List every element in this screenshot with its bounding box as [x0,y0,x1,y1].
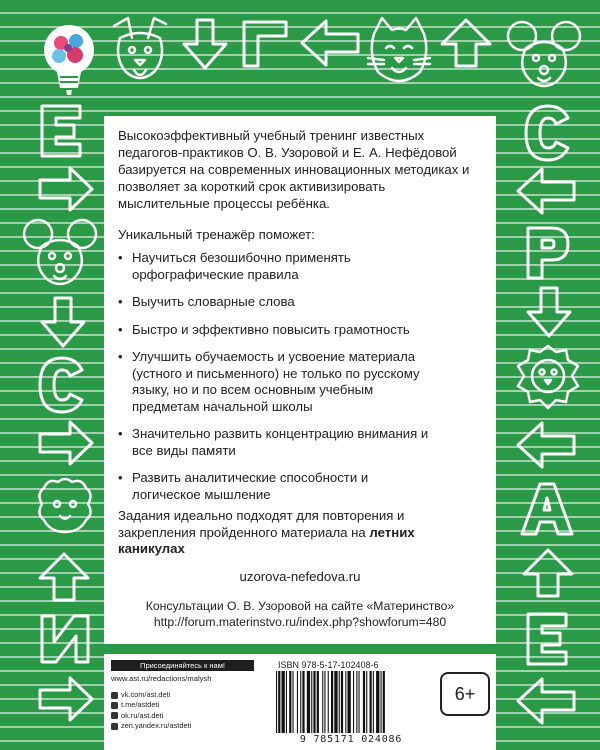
barcode-bar [293,671,294,733]
lion-face-icon [514,342,582,414]
barcode-bar [286,671,287,733]
arrow-right-icon [38,676,94,722]
arrow-up-icon [38,552,90,602]
barcode-bar [300,671,301,733]
list-item: • Научиться безошибочно применять орфографические правила [118,250,382,283]
barcode-bar [289,671,291,733]
mouse-face-icon [22,216,98,290]
list-item [111,721,191,731]
brain-lightbulb-icon [38,20,100,98]
barcode [274,671,428,733]
barcode-bar [282,671,285,733]
list-item [111,711,191,721]
closing-bold: летних каникулах [118,524,415,556]
barcode-bar [359,671,360,733]
consultation-info [118,598,482,630]
description-panel [104,116,496,644]
arrow-up-icon [522,548,574,598]
imprint-box [104,654,496,750]
social-link: ok.ru/ast.deti [121,710,164,720]
barcode-bar [370,671,372,733]
telegram-icon [111,702,118,709]
barcode-bar [313,671,315,733]
arrow-down-icon [38,296,88,348]
arrow-right-icon [38,166,94,212]
barcode-bar [348,671,351,733]
barcode-bar [353,671,354,733]
letter-s-right [522,104,574,162]
barcode-bar [307,671,310,733]
barcode-bar [383,671,385,733]
publisher-site: www.ast.ru/redactions/malysh [111,674,212,683]
barcode-bar [328,671,329,733]
barcode-bar [322,671,323,733]
letter-r-right [524,226,572,280]
letter-g [240,20,290,68]
author-website: uzorova-nefedova.ru [239,569,361,584]
arrow-down-icon [524,286,574,338]
vk-icon [111,692,118,699]
social-link: zen.yandex.ru/astdeti [121,720,192,730]
forum-url: http://forum.materinstvo.ru/index.php?showforum=480 [153,615,447,629]
list-item [111,700,191,710]
arrow-down-icon [180,18,230,70]
intro-paragraph: Высокоэффективный учебный тренинг известных педагогов-практиков О. В. Узоровой и Е. А. Нефёдовой базируется на современных инновационных методиках и позволяет за короткий срок активизировать мыслительные процессы ребёнка. [118,128,470,211]
sheep-face-icon [30,474,100,544]
social-links [111,690,191,731]
barcode-bar [324,671,325,733]
cat-face-icon [364,14,434,90]
social-link: vk.com/ast.deti [121,690,171,699]
arrow-right-icon [38,420,94,466]
consultation-line: Консультации О. В. Узоровой на сайте «Материнство» [145,599,455,613]
age-rating-badge: 6+ [440,672,490,716]
letter-e-right [524,612,570,666]
barcode-bar [334,671,337,733]
barcode-bar [302,671,304,733]
letter-i-left [40,614,90,664]
lead-line: Уникальный тренажёр поможет: [118,227,315,242]
barcode-bar [363,671,365,733]
barcode-bar [356,671,357,733]
barcode-bar [341,671,343,733]
barcode-bar [366,671,367,733]
arrow-left-icon [516,166,576,216]
barcode-bar [376,671,379,733]
list-item: • Улучшить обучаемость и усвоение материала (устного и письменного) не только по русскому языку, но и по всем основным учебным предметам начальной школы [118,349,432,415]
list-item [111,690,191,700]
barcode-bar [381,671,382,733]
barcode-bar [317,671,319,733]
barcode-bar [276,671,277,733]
letter-s-left [36,356,88,414]
arrow-left-icon [300,18,360,68]
barcode-bar [373,671,374,733]
list-item: • Выучить словарные слова [118,294,488,311]
mouse-face-icon [506,18,582,92]
letter-e-left [38,104,84,158]
benefits-list [118,250,488,514]
arrow-left-icon [516,420,576,470]
arrow-left-icon [516,676,576,726]
ok-icon [111,712,118,719]
list-item: • Развить аналитические способности и логическое мышление [118,470,392,503]
barcode-bar [278,671,280,733]
join-us-banner: Присоединяйтесь к нам! [111,660,254,671]
barcode-bar [345,671,346,733]
barcode-bar [331,671,333,733]
zen-icon [111,723,118,730]
barcode-number: 9 785171 024086 [299,734,403,745]
barcode-bar [311,671,312,733]
isbn: ISBN 978-5-17-102408-6 [278,660,379,670]
dog-face-icon [108,14,172,94]
closing-paragraph [118,508,458,558]
list-item: • Быстро и эффективно повысить грамотность [118,322,488,339]
letter-a-right [520,482,574,536]
list-item: • Значительно развить концентрацию внимания и все виды памяти [118,426,432,459]
barcode-bar [297,671,298,733]
closing-text: Задания идеально подходят для повторения и закрепления пройденного материала на [118,508,405,540]
social-link: t.me/astdeti [121,700,160,710]
barcode-bar [339,671,340,733]
arrow-up-icon [440,18,492,68]
